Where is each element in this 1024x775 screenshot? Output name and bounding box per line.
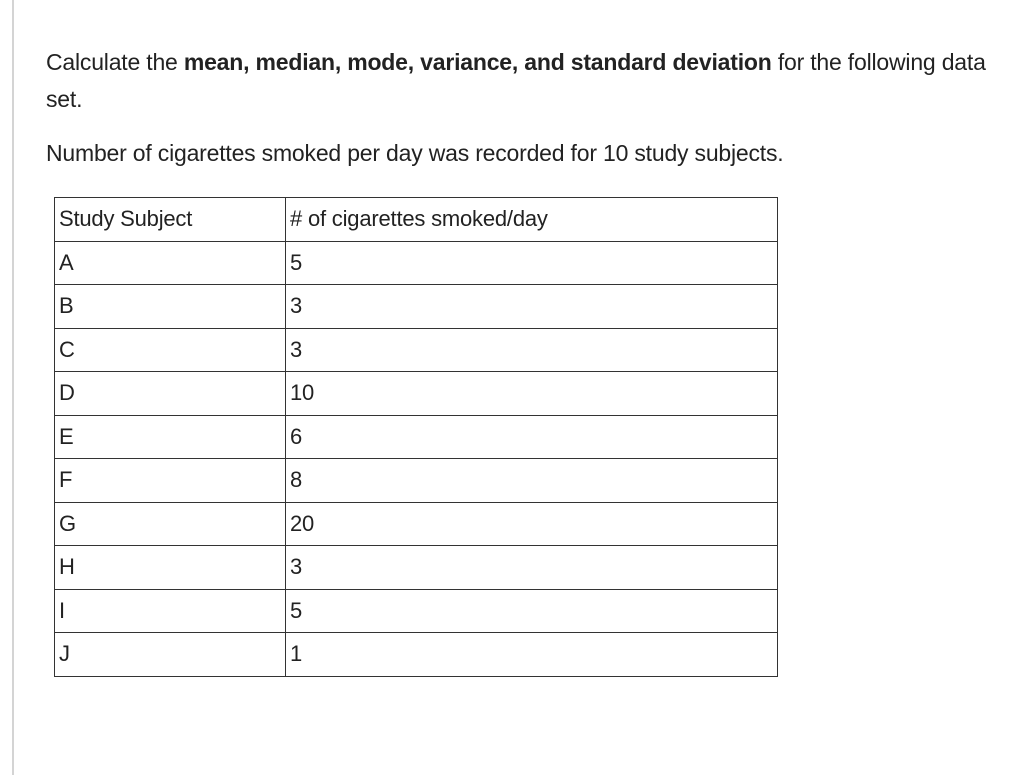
table-row	[55, 372, 778, 416]
table-row	[55, 546, 778, 590]
question-bold-terms: mean, median, mode, variance, and standard deviation	[183, 49, 772, 75]
left-border	[12, 0, 14, 775]
subject-cell: D	[55, 372, 286, 416]
cigarettes-cell: 3	[286, 546, 778, 590]
question-text	[46, 44, 1001, 118]
subject-cell: A	[55, 241, 286, 285]
cigarettes-cell: 3	[286, 328, 778, 372]
table-row	[55, 328, 778, 372]
subject-cell: J	[55, 633, 286, 677]
subject-cell: C	[55, 328, 286, 372]
subject-cell: G	[55, 502, 286, 546]
cigarettes-cell: 3	[286, 285, 778, 329]
data-intro: Number of cigarettes smoked per day was recorded for 10 study subjects.	[46, 140, 784, 166]
table-row	[55, 633, 778, 677]
table-header-row	[55, 198, 778, 242]
cigarettes-cell: 6	[286, 415, 778, 459]
subject-cell: I	[55, 589, 286, 633]
cigarettes-table	[54, 197, 778, 677]
question-prefix: Calculate the	[46, 49, 184, 75]
subject-cell: B	[55, 285, 286, 329]
table-row	[55, 459, 778, 503]
cigarettes-cell: 10	[286, 372, 778, 416]
table-row	[55, 285, 778, 329]
cigarettes-cell: 5	[286, 589, 778, 633]
subject-cell: F	[55, 459, 286, 503]
cigarettes-cell: 1	[286, 633, 778, 677]
cigarettes-cell: 8	[286, 459, 778, 503]
cigarettes-cell: 20	[286, 502, 778, 546]
cigarettes-cell: 5	[286, 241, 778, 285]
header-study-subject: Study Subject	[55, 198, 286, 242]
table-row	[55, 502, 778, 546]
question-suffix: for the following data set.	[46, 49, 986, 112]
table-row	[55, 589, 778, 633]
question-content	[46, 44, 1001, 667]
table-row	[55, 241, 778, 285]
subject-cell: H	[55, 546, 286, 590]
header-cigarettes: # of cigarettes smoked/day	[286, 198, 778, 242]
subject-cell: E	[55, 415, 286, 459]
table-row	[55, 415, 778, 459]
